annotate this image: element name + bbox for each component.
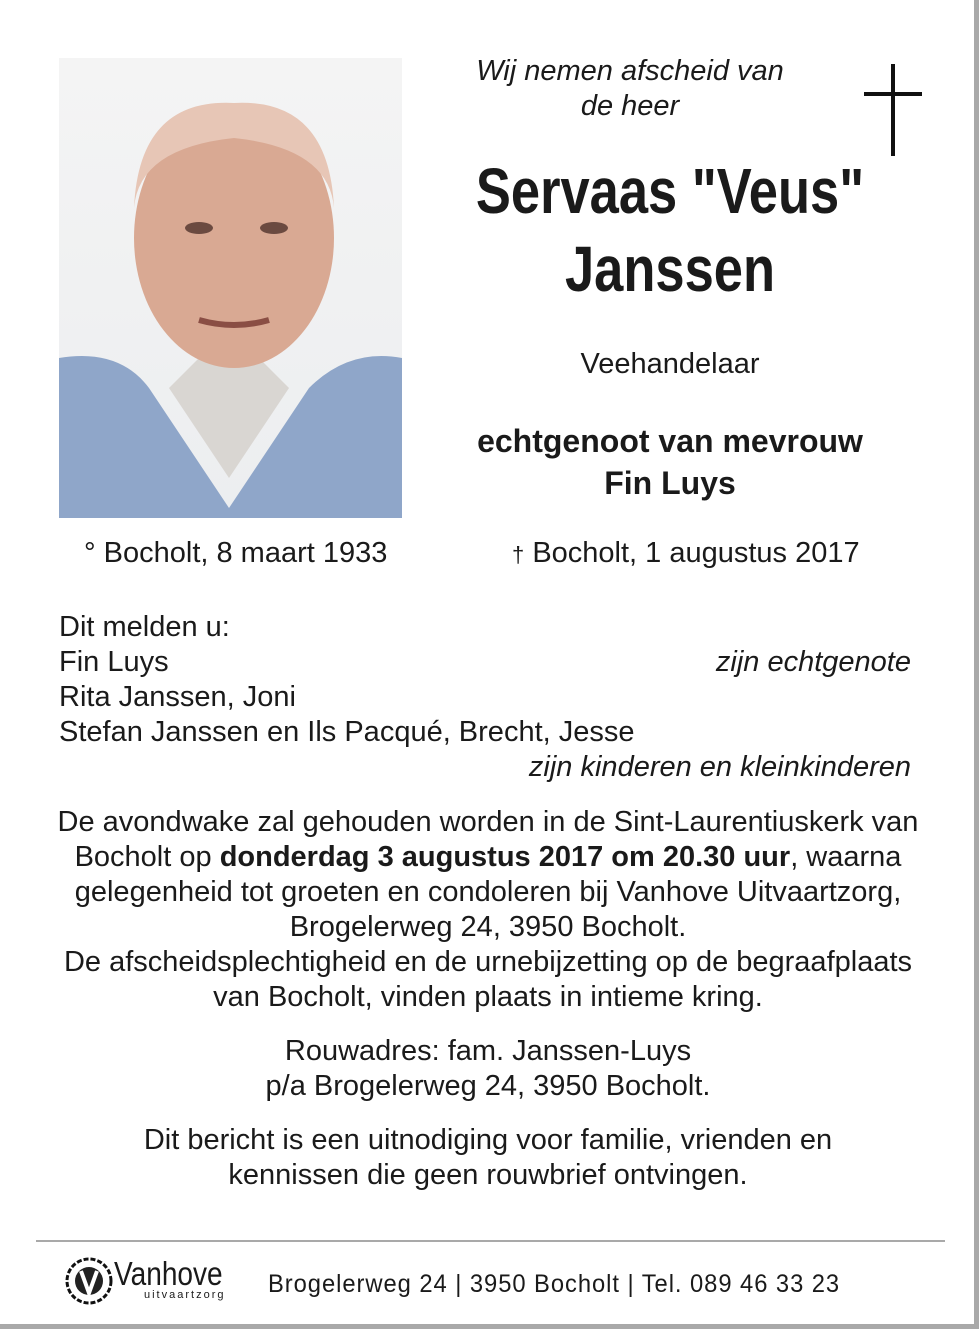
- birth-date: ° Bocholt, 8 maart 1933: [84, 537, 388, 569]
- relative-row: [59, 680, 911, 715]
- intro-line: Wij nemen afscheid van: [476, 55, 784, 87]
- relative-row: [59, 645, 911, 680]
- ceremony-info: [50, 805, 926, 1193]
- occupation: Veehandelaar: [580, 348, 760, 380]
- relative-row: [59, 750, 911, 785]
- intro-text: [420, 54, 840, 124]
- death-cross-icon: †: [512, 542, 525, 567]
- relatives-list: [59, 610, 911, 785]
- spouse-info: [420, 420, 920, 504]
- logo-subtitle: uitvaartzorg: [144, 1289, 226, 1301]
- funeral-home-logo: [64, 1250, 242, 1310]
- wake-text-1: De avondwake zal gehouden worden in de Sint-Laurentiuskerk van Bocholt op: [57, 806, 919, 873]
- vanhove-logo-icon: [64, 1253, 114, 1308]
- spouse-line: Fin Luys: [604, 465, 736, 501]
- wake-text-2: , waarna gelegenheid tot groeten en condoleren bij Vanhove Uitvaartzorg, Brogelerweg 24, 3950 Bocholt.: [74, 841, 902, 943]
- portrait-photo: [59, 58, 402, 518]
- wake-text: [50, 805, 926, 945]
- wake-date: donderdag 3 augustus 2017 om 20.30 uur: [219, 841, 791, 873]
- relative-names: Stefan Janssen en Ils Pacqué, Brecht, Jesse: [59, 716, 635, 748]
- ceremony-text: De afscheidsplechtigheid en de urnebijzetting op de begraafplaats van Bocholt, vinden plaats in intieme kring.: [63, 946, 913, 1013]
- relative-names: Rita Janssen, Joni: [59, 681, 296, 713]
- relative-relation: zijn kinderen en kleinkinderen: [528, 751, 911, 783]
- logo-name: Vanhove: [114, 1255, 223, 1292]
- mourning-address: Rouwadres: fam. Janssen-Luys: [284, 1035, 692, 1067]
- deceased-name: [449, 152, 892, 308]
- death-date: Bocholt, 1 augustus 2017: [532, 537, 860, 569]
- intro-line: de heer: [580, 90, 680, 122]
- relative-row: [59, 715, 911, 750]
- relative-relation: zijn echtgenote: [715, 646, 911, 678]
- divider: [36, 1240, 945, 1242]
- footer-address: Brogelerweg 24 | 3950 Bocholt | Tel. 089 46 33 23: [268, 1270, 841, 1298]
- spouse-line: echtgenoot van mevrouw: [477, 423, 863, 459]
- name-line: Janssen: [564, 233, 776, 305]
- death-date-block: [512, 537, 860, 570]
- relative-names: Fin Luys: [59, 646, 169, 678]
- invitation-text: Dit bericht is een uitnodiging voor familie, vrienden en kennissen die geen rouwbrief ontvingen.: [143, 1124, 833, 1191]
- announce-intro: Dit melden u:: [59, 611, 230, 643]
- cross-icon: [864, 64, 922, 156]
- mourning-address: p/a Brogelerweg 24, 3950 Bocholt.: [265, 1070, 711, 1102]
- name-line: Servaas "Veus": [475, 155, 865, 227]
